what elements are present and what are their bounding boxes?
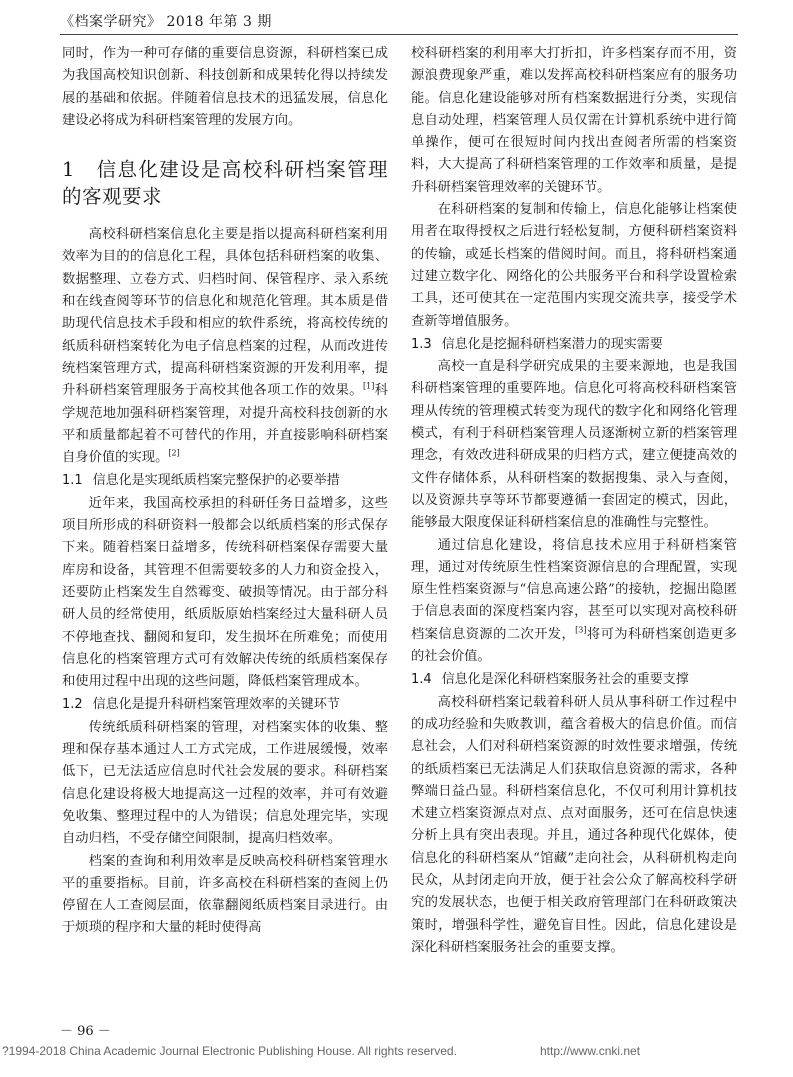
subsection-1-2-paragraph-3: 在科研档案的复制和传输上，信息化能够让档案使用者在取得授权之后进行轻松复制，方便科研档案资料的传输，或延长档案的借阅时间。而且，将科研档案通过建立数字化、网络化的公共服务平台和科学设置检索工具，还可使其在一定范围内实现交流共享，接受学术查新等增值服务。: [411, 202, 737, 329]
subsection-1-4-title: 信息化是深化科研档案服务社会的重要支撑: [441, 672, 689, 688]
subsection-1-2-paragraph-1: 传统纸质科研档案的管理，对档案实体的收集、整理和保存基本通过人工方式完成，工作进展缓慢，效率低下，已无法适应信息时代社会发展的要求。科研档案信息化建设将极大地提高这一过程的效率，并可有效避免收集、整理过程中的人为错误；信息处理完毕，实现自动归档，不受存储空间限制，提高归档效率。: [62, 719, 388, 847]
section-1-title: 1 信息化建设是高校科研档案管理的客观要求: [62, 158, 388, 209]
cnki-link[interactable]: http://www.cnki.net: [540, 1044, 641, 1058]
subsection-1-2-heading: [62, 694, 388, 716]
right-column: [411, 43, 737, 959]
running-head: 《档案学研究》 2018 年第 3 期: [60, 14, 272, 30]
subsection-1-2-title: 信息化是提升科研档案管理效率的关键环节: [92, 697, 340, 713]
section-1-text-b: 科学规范地加强科研档案管理，对提升高校科技创新的水平和质量都起着不可替代的作用，并直接影响科研档案自身价值的实现。: [62, 383, 389, 466]
citation-2[interactable]: [2]: [168, 448, 180, 458]
subsection-1-3-heading: [411, 334, 737, 356]
subsection-1-4-heading: [411, 669, 737, 691]
subsection-1-2-number: 1.2: [62, 697, 83, 713]
copyright-text: ?1994-2018 China Academic Journal Electronic Publishing House. All rights reserved.: [2, 1044, 457, 1058]
subsection-1-2-paragraph-2: 档案的查询和利用效率是反映高校科研档案管理水平的重要指标。目前，许多高校在科研档案的查阅上仍停留在人工查阅层面，依靠翻阅纸质档案目录进行。由于烦琐的程序和大量的耗时使得高: [62, 853, 388, 936]
citation-3[interactable]: [3]: [575, 625, 587, 635]
section-1-text-a: 高校科研档案信息化主要是指以提高科研档案利用效率为目的的信息化工程，具体包括科研档案的收集、数据整理、立卷方式、归档时间、保管程序、录入系统和在线查阅等环节的信息化和规范化管理。其本质是借助现代信息技术手段和相应的软件系统，将高校传统的纸质科研档案转化为电子信息档案的过程，从而改进传统档案管理方式，提高科研档案资源的开发利用率，提升科研档案管理服务于高校其他各项工作的效果。: [62, 227, 388, 399]
subsection-1-1-title: 信息化是实现纸质档案完整保护的必要举措: [92, 473, 340, 489]
subsection-1-1-number: 1.1: [62, 473, 83, 489]
subsection-1-3-title: 信息化是挖掘科研档案潜力的现实需要: [441, 336, 663, 352]
left-column: [62, 43, 388, 940]
subsection-1-2-paragraph-2-continued: 校科研档案的利用率大打折扣，许多档案存而不用，资源浪费现象严重，难以发挥高校科研档案应有的服务功能。信息化建设能够对所有档案数据进行分类，实现信息自动处理，档案管理人员仅需在计算机系统中进行简单操作，便可在很短时间内找出查阅者所需的档案资料，大大提高了科研档案管理的工作效率和质量，是提升科研档案管理效率的关键环节。: [411, 46, 737, 195]
section-1-paragraph: [62, 224, 388, 469]
subsection-1-3-number: 1.3: [411, 336, 432, 352]
header-rule: [60, 34, 738, 35]
subsection-1-4-paragraph: 高校科研档案记载着科研人员从事科研工作过程中的成功经验和失败教训，蕴含着极大的信息价值。而信息社会，人们对科研档案资源的时效性要求增强，传统的纸质档案已无法满足人们获取信息资源的需求，各种弊端日益凸显。科研档案信息化，不仅可利用计算机技术建立档案资源点对点、点对面服务，还可在信息快速分析上具有突出表现。并且，通过各种现代化媒体，使信息化的科研档案从“馆藏”走向社会，从科研机构走向民众，从封闭走向开放，便于社会公众了解高校科学研究的发展状态，也便于相关政府管理部门在科研政策决策时，增强科学性，避免盲目性。因此，信息化建设是深化科研档案服务社会的重要支撑。: [411, 694, 737, 955]
subsection-1-3-text-b: 将可为科研档案创造更多的社会价值。: [411, 626, 738, 665]
page-number: － 96 －: [60, 1024, 111, 1039]
subsection-1-1-heading: [62, 470, 388, 492]
intro-paragraph: 同时，作为一种可存储的重要信息资源，科研档案已成为我国高校知识创新、科技创新和成果转化得以持续发展的基础和依据。伴随着信息技术的迅猛发展，信息化建设必将成为科研档案管理的发展方向。: [62, 46, 388, 128]
subsection-1-3-text-a: 通过信息化建设，将信息技术应用于科研档案管理，通过对传统原生性档案资源信息的合理配置，实现原生性档案资源与“信息高速公路”的接轨，挖掘出隐匿于信息表面的深度档案内容，甚至可以实现对高校科研档案信息资源的二次开发，: [411, 537, 737, 642]
subsection-1-3-paragraph-1: 高校一直是科学研究成果的主要来源地，也是我国科研档案管理的重要阵地。信息化可将高校科研档案管理从传统的管理模式转变为现代的数字化和网络化管理模式，有利于科研档案管理人员逐渐树立新的档案管理理念，有效改进科研成果的归档方式，建立便捷高效的文件存储体系，从科研档案的数据搜集、录入与查阅，以及资源共享等环节都要遵循一套固定的模式，因此，能够最大限度保证科研档案信息的准确性与完整性。: [411, 359, 737, 531]
citation-1[interactable]: [1]: [362, 381, 375, 391]
subsection-1-4-number: 1.4: [411, 672, 432, 688]
subsection-1-1-paragraph: 近年来，我国高校承担的科研任务日益增多，这些项目所形成的科研资料一般都会以纸质档案的形式保存下来。随着档案日益增多，传统科研档案保存需要大量库房和设备，其管理不但需要较多的人力和资金投入，还要防止档案发生自然霉变、破损等情况。由于部分科研人员的经常使用，纸质版原始档案经过大量科研人员不停地查找、翻阅和复印，发生损坏在所难免；而使用信息化的档案管理方式可有效解决传统的纸质档案保存和使用过程中出现的这些问题，降低档案管理成本。: [62, 495, 388, 690]
subsection-1-3-paragraph-2: [411, 535, 737, 669]
